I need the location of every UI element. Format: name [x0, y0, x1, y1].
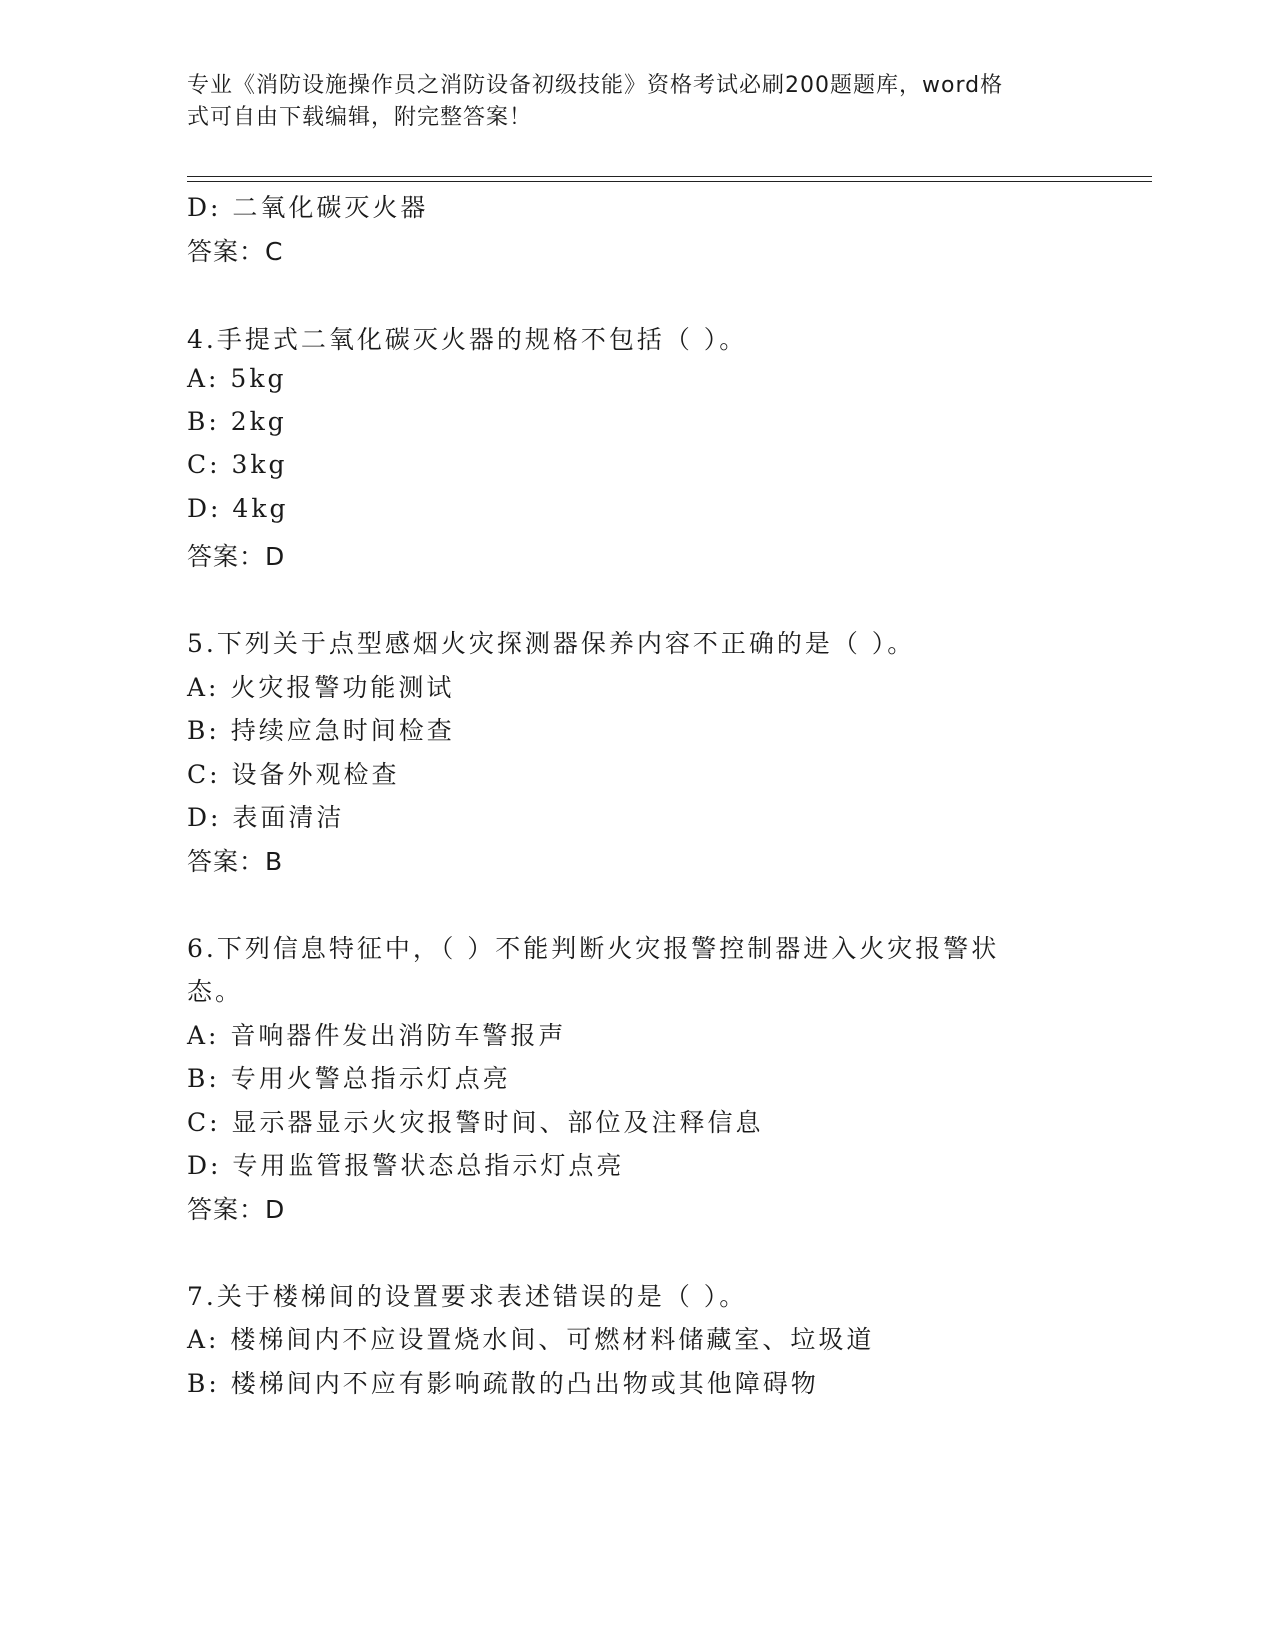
q5-option-d: D: 表面清洁: [187, 803, 345, 832]
q5-answer: 答案：B: [187, 847, 284, 876]
q5-option-b: B: 持续应急时间检查: [187, 716, 455, 745]
q6-stem-line-2: 态。: [187, 977, 244, 1006]
header-line-2: 式可自由下载编辑，附完整答案！: [187, 105, 533, 130]
header-rule-top: [187, 176, 1152, 177]
q6-option-d: D: 专用监管报警状态总指示灯点亮: [187, 1151, 625, 1180]
header-line-1: 专业《消防设施操作员之消防设备初级技能》资格考试必刷200题题库，word格: [187, 73, 1004, 98]
q4-stem: 4.手提式二氧化碳灭火器的规格不包括（ ）。: [187, 325, 748, 354]
document-header: [187, 70, 1087, 134]
q4-answer: 答案：D: [187, 542, 286, 571]
header-rule-bottom: [187, 181, 1152, 182]
q5-stem: 5.下列关于点型感烟火灾探测器保养内容不正确的是（ ）。: [187, 629, 916, 658]
q6-option-b: B: 专用火警总指示灯点亮: [187, 1064, 511, 1093]
q6-option-a: A: 音响器件发出消防车警报声: [187, 1021, 567, 1050]
prev-option-d: D: 二氧化碳灭火器: [187, 193, 429, 222]
q6-answer: 答案：D: [187, 1195, 286, 1224]
q4-option-b: B: 2kg: [187, 407, 287, 436]
q6-stem-line-1: 6.下列信息特征中，（ ）不能判断火灾报警控制器进入火灾报警状: [187, 934, 1000, 963]
q7-stem: 7.关于楼梯间的设置要求表述错误的是（ ）。: [187, 1282, 748, 1311]
q4-option-a: A: 5kg: [187, 364, 287, 393]
prev-answer: 答案：C: [187, 237, 284, 266]
q6-option-c: C: 显示器显示火灾报警时间、部位及注释信息: [187, 1108, 764, 1137]
q4-option-c: C: 3kg: [187, 450, 288, 479]
q7-option-b: B: 楼梯间内不应有影响疏散的凸出物或其他障碍物: [187, 1369, 819, 1398]
q7-option-a: A: 楼梯间内不应设置烧水间、可燃材料储藏室、垃圾道: [187, 1325, 875, 1354]
q4-option-d: D: 4kg: [187, 494, 289, 523]
q5-option-a: A: 火灾报警功能测试: [187, 673, 455, 702]
q5-option-c: C: 设备外观检查: [187, 760, 400, 789]
